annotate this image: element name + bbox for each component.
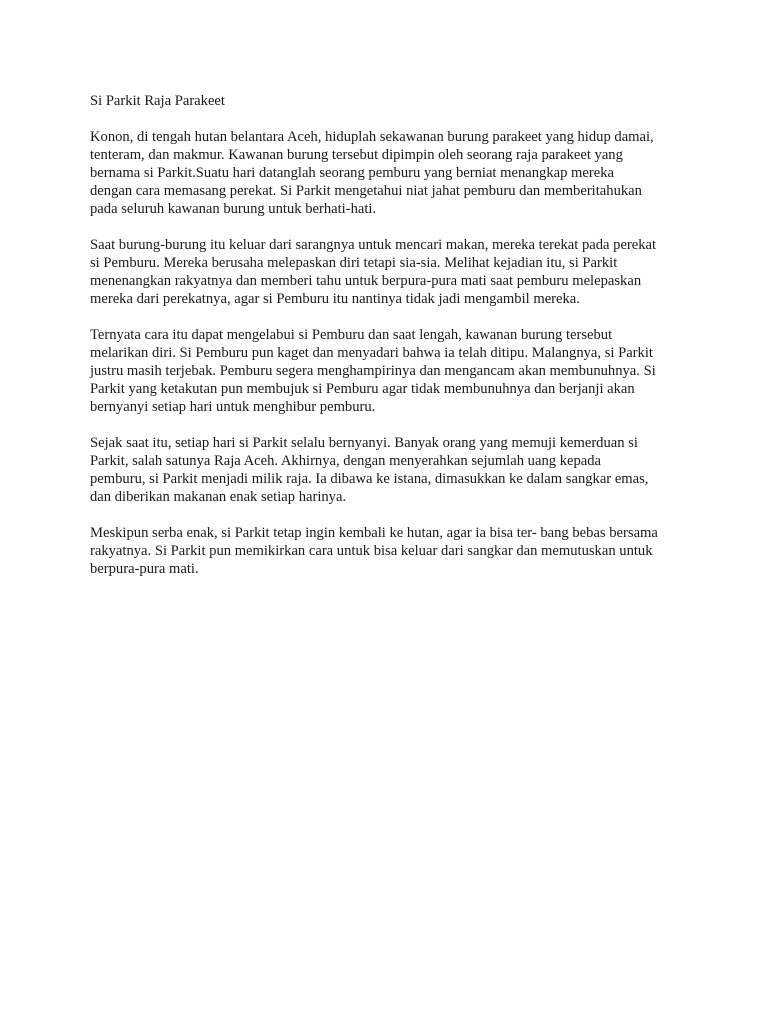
text-line: Parkit, salah satunya Raja Aceh. Akhirnya, dengan menyerahkan sejumlah uang kepada: [90, 453, 602, 469]
text-line: berpura-pura mati.: [90, 561, 199, 577]
text-line: melarikan diri. Si Pemburu pun kaget dan menyadari bahwa ia telah ditipu. Malangnya, si Parkit: [90, 345, 653, 361]
text-line: pemburu, si Parkit menjadi milik raja. Ia dibawa ke istana, dimasukkan ke dalam sangkar emas,: [90, 471, 649, 487]
document-body: [90, 92, 694, 596]
text-line: menenangkan rakyatnya dan memberi tahu untuk berpura-pura mati saat pemburu melepaskan: [90, 273, 642, 289]
text-line: pada seluruh kawanan burung untuk berhati-hati.: [90, 201, 377, 217]
text-line: si Pemburu. Mereka berusaha melepaskan diri tetapi sia-sia. Melihat kejadian itu, si Parkit: [90, 255, 618, 271]
document-title: Si Parkit Raja Parakeet: [90, 93, 225, 109]
text-line: dan diberikan makanan enak setiap harinya.: [90, 489, 347, 505]
paragraph-3: [90, 326, 694, 416]
paragraph-1: [90, 128, 694, 218]
text-line: bernyanyi setiap hari untuk menghibur pemburu.: [90, 399, 376, 415]
text-line: Sejak saat itu, setiap hari si Parkit selalu bernyanyi. Banyak orang yang memuji kemerduan si: [90, 435, 638, 451]
text-line: bernama si Parkit.Suatu hari datanglah seorang pemburu yang berniat menangkap mereka: [90, 165, 614, 181]
text-line: dengan cara memasang perekat. Si Parkit mengetahui niat jahat pemburu dan memberitahukan: [90, 183, 642, 199]
paragraph-2: [90, 236, 694, 308]
text-line: Parkit yang ketakutan pun membujuk si Pemburu agar tidak membunuhnya dan berjanji akan: [90, 381, 635, 397]
text-line: justru masih terjebak. Pemburu segera menghampirinya dan mengancam akan membunuhnya. Si: [90, 363, 656, 379]
text-line: tenteram, dan makmur. Kawanan burung tersebut dipimpin oleh seorang raja parakeet yang: [90, 147, 623, 163]
text-line: Meskipun serba enak, si Parkit tetap ingin kembali ke hutan, agar ia bisa ter- bang bebas bersama: [90, 525, 658, 541]
paragraph-4: [90, 434, 694, 506]
paragraph-5: [90, 524, 694, 578]
text-line: mereka dari perekatnya, agar si Pemburu itu nantinya tidak jadi mengambil mereka.: [90, 291, 580, 307]
text-line: rakyatnya. Si Parkit pun memikirkan cara untuk bisa keluar dari sangkar dan memutuskan untuk: [90, 543, 653, 559]
text-line: Ternyata cara itu dapat mengelabui si Pemburu dan saat lengah, kawanan burung tersebut: [90, 327, 613, 343]
text-line: Konon, di tengah hutan belantara Aceh, hiduplah sekawanan burung parakeet yang hidup damai,: [90, 129, 654, 145]
text-line: Saat burung-burung itu keluar dari sarangnya untuk mencari makan, mereka terekat pada perekat: [90, 237, 657, 253]
